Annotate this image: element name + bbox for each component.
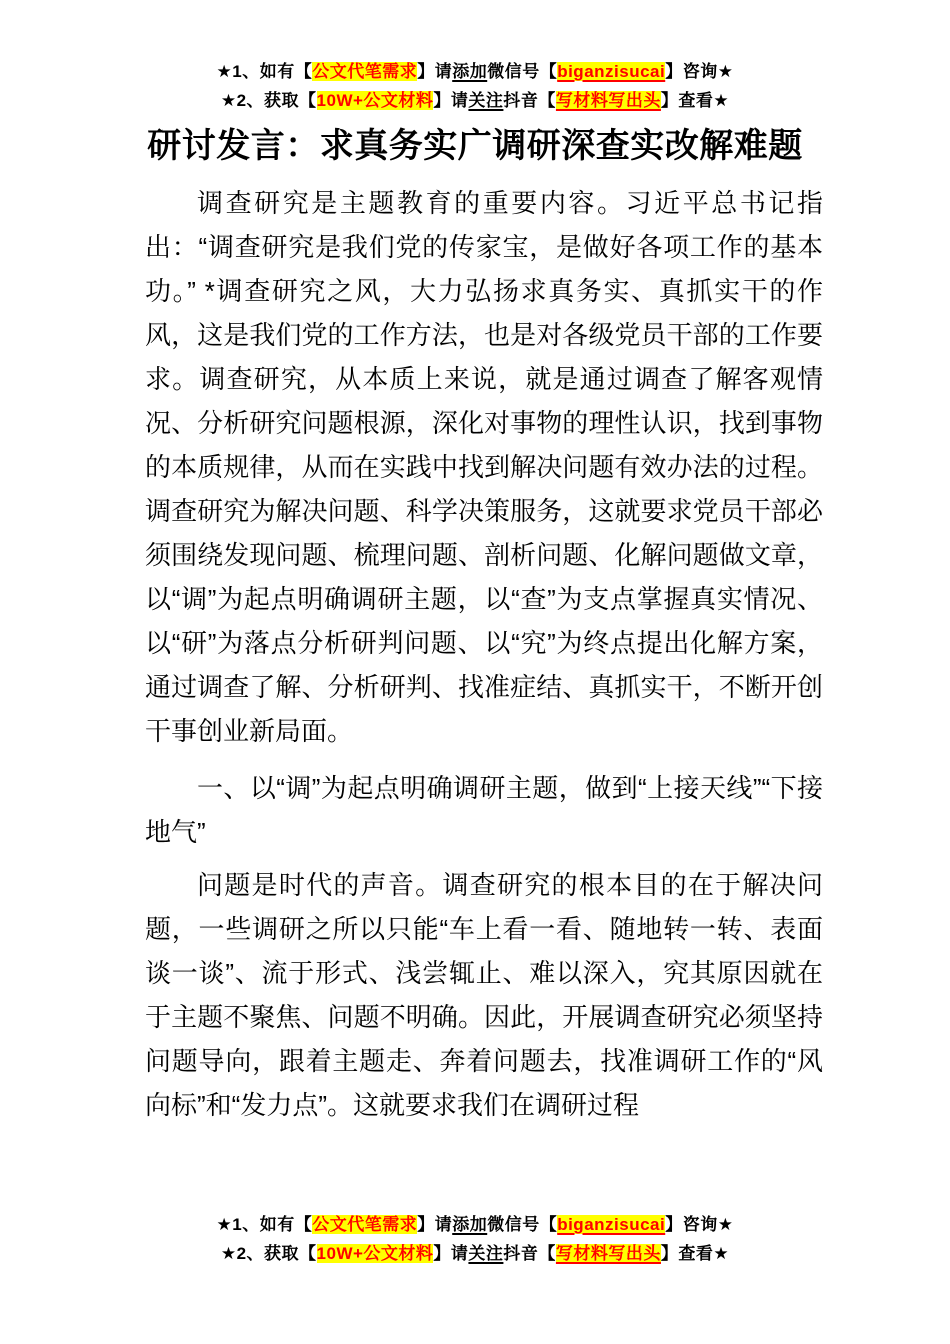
promo-banner-bottom xyxy=(0,1210,950,1268)
page-title: 研讨发言：求真务实广调研深查实改解难题 xyxy=(147,127,803,165)
banner-text: 】请 xyxy=(417,62,453,81)
banner-text: ★2、获取【 xyxy=(220,1244,317,1263)
banner-text: 】咨询★ xyxy=(665,1215,734,1234)
material-keyword-highlight: 10W+公文材料 xyxy=(316,91,434,110)
wechat-id-highlight: biganzisucai xyxy=(557,62,666,81)
add-action-underline: 添加 xyxy=(452,1215,488,1234)
banner-text: 微信号【 xyxy=(487,62,558,81)
banner-text: ★1、如有【 xyxy=(216,62,313,81)
douyin-name-highlight: 写材料写出头 xyxy=(555,1244,661,1263)
banner-text: ★2、获取【 xyxy=(220,91,317,110)
banner-text: ★1、如有【 xyxy=(216,1215,313,1234)
material-keyword-highlight: 10W+公文材料 xyxy=(316,1244,434,1263)
document-body xyxy=(145,181,823,1127)
promo-line-1 xyxy=(0,57,950,86)
follow-action-underline: 关注 xyxy=(468,1244,504,1263)
banner-text: 】查看★ xyxy=(660,91,730,110)
add-action-underline: 添加 xyxy=(452,62,488,81)
promo-line-2 xyxy=(0,1239,950,1268)
banner-text: 】查看★ xyxy=(660,1244,730,1263)
paragraph: 调查研究是主题教育的重要内容。习近平总书记指出：“调查研究是我们党的传家宝，是做好各项工作的基本功。” *调查研究之风，大力弘扬求真务实、真抓实干的作风，这是我们党的工作方法，也是对各级党员干部的工作要求。调查研究，从本质上来说，就是通过调查了解客观情况、分析研究问题根源，深化对事物的理性认识，找到事物的本质规律，从而在实践中找到解决问题有效办法的过程。调查研究为解决问题、科学决策服务，这就要求党员干部必须围绕发现问题、梳理问题、剖析问题、化解问题做文章，以“调”为起点明确调研主题，以“查”为支点掌握真实情况、以“研”为落点分析研判问题、以“究”为终点提出化解方案，通过调查了解、分析研判、找准症结、真抓实干，不断开创干事创业新局面。 xyxy=(145,188,823,746)
banner-text: 微信号【 xyxy=(487,1215,558,1234)
writing-service-keyword-highlight: 公文代笔需求 xyxy=(312,62,418,81)
wechat-id-highlight: biganzisucai xyxy=(557,1215,666,1234)
douyin-name-highlight: 写材料写出头 xyxy=(555,91,661,110)
follow-action-underline: 关注 xyxy=(468,91,504,110)
banner-text: 抖音【 xyxy=(503,91,556,110)
banner-text: 】咨询★ xyxy=(665,62,734,81)
promo-line-2 xyxy=(0,86,950,115)
banner-text: 】请 xyxy=(433,91,469,110)
banner-text: 】请 xyxy=(433,1244,469,1263)
banner-text: 抖音【 xyxy=(503,1244,556,1263)
promo-banner-top xyxy=(0,57,950,115)
paragraph: 问题是时代的声音。调查研究的根本目的在于解决问题，一些调研之所以只能“车上看一看、随地转一转、表面谈一谈”、流于形式、浅尝辄止、难以深入，究其原因就在于主题不聚焦、问题不明确。因此，开展调查研究必须坚持问题导向，跟着主题走、奔着问题去，找准调研工作的“风向标”和“发力点”。这就要求我们在调研过程 xyxy=(145,870,823,1120)
banner-text: 】请 xyxy=(417,1215,453,1234)
writing-service-keyword-highlight: 公文代笔需求 xyxy=(312,1215,418,1234)
promo-line-1 xyxy=(0,1210,950,1239)
section-heading: 一、以“调”为起点明确调研主题，做到“上接天线”“下接地气” xyxy=(145,773,823,847)
